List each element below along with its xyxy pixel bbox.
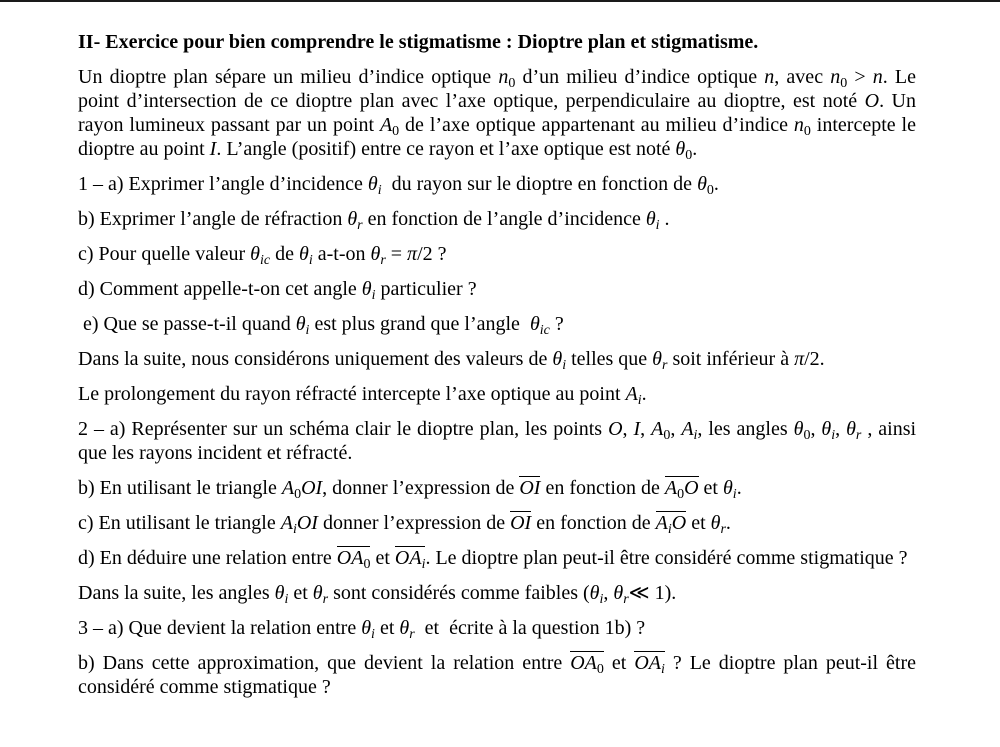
math-symbol: θ <box>589 582 600 604</box>
question-2d <box>78 546 916 570</box>
math-expression <box>846 418 862 443</box>
refracted-ray-extension-statement <box>78 382 916 406</box>
math-symbol: n <box>793 114 804 136</box>
math-symbol: θ <box>399 617 410 639</box>
math-expression <box>519 477 540 499</box>
text-run: . <box>692 138 698 160</box>
text-run: et <box>288 582 313 604</box>
text-run: > <box>847 66 873 88</box>
math-symbol: O <box>608 418 623 440</box>
math-subscript: 0 <box>596 662 604 677</box>
math-symbol: θ <box>645 208 656 230</box>
math-symbol: θ <box>846 418 856 440</box>
math-expression <box>830 66 848 91</box>
text-run: d) En déduire une relation entre <box>78 547 337 569</box>
math-expression <box>295 313 310 338</box>
math-expression <box>274 582 289 607</box>
math-subscript: r <box>662 358 668 373</box>
math-subscript: i <box>637 393 642 408</box>
text-run: . L’angle (positif) entre ce rayon et l’axe optique est noté <box>216 138 676 160</box>
question-2b <box>78 476 916 500</box>
text-run: Le prolongement du rayon réfracté intercepte l’axe optique au point <box>78 383 626 405</box>
math-symbol: n <box>872 66 883 88</box>
intro-paragraph <box>78 65 921 163</box>
math-subscript: r <box>409 627 415 642</box>
algebraic-distance-overline <box>634 651 665 677</box>
math-symbol: θ <box>370 243 381 265</box>
math-expression <box>367 173 382 198</box>
text-run: , <box>603 582 614 604</box>
text-run: . Un rayon lumineux passant par un point <box>78 90 921 136</box>
math-expression <box>394 547 426 572</box>
math-expression <box>361 278 376 303</box>
text-run: , avec <box>774 66 831 88</box>
math-subscript: i <box>371 627 375 642</box>
math-subscript: r <box>380 253 386 268</box>
math-expression <box>552 348 567 373</box>
math-expression <box>370 243 386 268</box>
math-symbol: I <box>209 138 217 160</box>
text-run: de <box>270 243 299 265</box>
math-expression <box>589 582 604 607</box>
math-expression <box>336 547 371 572</box>
math-expression <box>684 477 698 499</box>
math-symbol: π <box>407 243 418 265</box>
math-subscript: i <box>377 183 382 198</box>
math-expression <box>361 617 375 642</box>
question-3a <box>78 616 916 640</box>
text-run: = <box>385 243 408 265</box>
math-subscript: i <box>831 428 836 443</box>
text-run: Dans la suite, nous considérons uniquement des valeurs de <box>78 348 553 370</box>
math-subscript: i <box>732 487 737 502</box>
math-symbol: θ <box>793 418 804 440</box>
page-top-border <box>0 0 1000 2</box>
math-subscript: i <box>667 522 672 537</box>
math-symbol: θ <box>821 418 832 440</box>
question-2a <box>78 417 922 465</box>
math-subscript: r <box>720 522 726 537</box>
text-run: b) Dans cette approximation, que devient la relation entre <box>78 652 571 674</box>
math-symbol: θ <box>652 348 662 370</box>
text-run: d’un milieu d’indice optique <box>515 66 765 88</box>
text-run: ? <box>549 313 564 335</box>
math-symbol: θ <box>722 477 733 499</box>
math-expression <box>312 582 329 607</box>
text-run: 1 – a) Exprimer l’angle d’incidence <box>78 173 368 195</box>
text-run: et <box>698 477 723 499</box>
math-symbol: θ <box>361 278 372 300</box>
text-run: donner l’expression de <box>317 512 511 534</box>
question-2c <box>78 511 916 535</box>
math-expression <box>681 418 698 443</box>
math-subscript: 0 <box>663 428 671 443</box>
text-run: en fonction de l’angle d’incidence <box>362 208 646 230</box>
math-expression <box>301 477 322 499</box>
text-run: , <box>810 418 822 440</box>
text-run: . <box>736 477 742 499</box>
text-run: intercepte le dioptre au point <box>78 114 921 160</box>
question-1b <box>78 207 916 231</box>
math-subscript: 0 <box>803 428 811 443</box>
math-subscript: 0 <box>508 76 516 91</box>
small-angle-assumption <box>78 581 916 605</box>
math-symbol: θ <box>613 582 624 604</box>
text-run: particulier ? <box>375 278 477 300</box>
text-run: 2 – a) Représenter sur un schéma clair le dioptre plan, les points <box>78 418 609 440</box>
math-expression <box>672 512 686 534</box>
math-subscript: i <box>599 592 604 607</box>
math-expression <box>281 477 302 502</box>
text-run: est plus grand que l’angle <box>309 313 530 335</box>
math-symbol: θ <box>295 313 306 335</box>
math-subscript: r <box>357 218 363 233</box>
math-symbol: A <box>681 418 694 440</box>
text-run: et <box>686 512 711 534</box>
math-symbol: A <box>625 383 638 405</box>
math-expression <box>675 138 693 163</box>
math-expression <box>664 477 685 502</box>
math-expression <box>297 512 318 534</box>
math-expression <box>710 512 726 537</box>
text-run: 3 – a) Que devient la relation entre <box>78 617 362 639</box>
text-run: . <box>659 208 670 230</box>
math-expression <box>651 418 671 443</box>
math-symbol: I <box>633 418 641 440</box>
math-expression <box>794 348 804 370</box>
math-expression <box>498 66 516 91</box>
math-symbol: θ <box>552 348 563 370</box>
math-symbol: θ <box>529 313 540 335</box>
text-run: de l’axe optique appartenant au milieu d’indice <box>399 114 794 136</box>
math-subscript: r <box>322 592 329 607</box>
math-subscript: i <box>308 253 313 268</box>
math-subscript: r <box>623 592 629 607</box>
text-run: . Le dioptre plan peut-il être considéré comme stigmatique ? <box>425 547 908 569</box>
text-run: ? Le dioptre plan peut-il être considéré comme stigmatique ? <box>78 652 922 698</box>
exercise-title: II- Exercice pour bien comprendre le stigmatisme : Dioptre plan et stigmatisme. <box>78 31 759 53</box>
math-expression <box>645 208 660 233</box>
math-expression <box>608 418 622 440</box>
text-run: . <box>725 512 731 534</box>
text-run: /2. <box>804 348 825 370</box>
text-run: en fonction de <box>531 512 656 534</box>
math-expression <box>250 243 271 268</box>
algebraic-distance-overline <box>510 511 531 534</box>
math-subscript: 0 <box>392 124 400 139</box>
math-subscript: r <box>855 428 862 443</box>
math-symbol: θ <box>250 243 260 265</box>
text-run: , <box>670 418 682 440</box>
math-subscript: 0 <box>294 487 302 502</box>
text-run: , les angles <box>697 418 794 440</box>
math-subscript: 0 <box>840 76 848 91</box>
algebraic-distance-overline <box>336 546 371 572</box>
text-run: ≪ 1). <box>628 582 677 604</box>
math-expression <box>407 243 417 265</box>
math-expression <box>613 582 629 607</box>
math-symbol: OI <box>510 512 532 534</box>
math-subscript: 0 <box>685 148 693 163</box>
math-symbol: O <box>671 512 687 534</box>
math-symbol: θ <box>299 243 309 265</box>
text-run: , <box>622 418 634 440</box>
text-run: en fonction de <box>540 477 665 499</box>
math-expression <box>299 243 313 268</box>
math-symbol: n <box>764 66 775 88</box>
math-symbol: A <box>651 418 664 440</box>
math-expression <box>652 348 668 373</box>
math-expression <box>570 652 604 677</box>
math-expression <box>764 66 774 88</box>
text-run: et <box>370 547 395 569</box>
math-subscript: i <box>284 592 289 607</box>
math-symbol: OA <box>336 547 364 569</box>
math-expression <box>821 418 836 443</box>
math-subscript: i <box>562 358 567 373</box>
text-run: b) Exprimer l’angle de réfraction <box>78 208 348 230</box>
math-symbol: O <box>864 90 880 112</box>
math-symbol: θ <box>710 512 721 534</box>
math-expression <box>510 512 531 534</box>
text-run: et <box>603 652 635 674</box>
question-1c <box>78 242 916 266</box>
question-3b <box>78 651 922 699</box>
algebraic-distance-overline <box>570 651 604 677</box>
math-symbol: θ <box>367 173 378 195</box>
algebraic-distance-overline <box>519 476 540 499</box>
math-symbol: θ <box>697 173 707 195</box>
text-run: sont considérés comme faibles ( <box>328 582 590 604</box>
algebraic-distance-overline <box>655 511 687 537</box>
math-expression <box>793 418 811 443</box>
text-run: c) En utilisant le triangle <box>78 512 281 534</box>
math-symbol: OA <box>394 547 422 569</box>
math-symbol: θ <box>675 138 686 160</box>
text-run: b) En utilisant le triangle <box>78 477 282 499</box>
math-symbol: A <box>664 477 678 499</box>
algebraic-distance-overline <box>394 546 426 572</box>
text-run: , <box>835 418 847 440</box>
text-run: soit inférieur à <box>667 348 795 370</box>
math-subscript: i <box>660 662 665 677</box>
math-symbol: OI <box>519 477 541 499</box>
text-run: Dans la suite, les angles <box>78 582 275 604</box>
assumption-refraction-angle <box>78 347 916 371</box>
text-run: a-t-on <box>312 243 371 265</box>
question-1a <box>78 172 916 196</box>
math-expression <box>280 512 297 537</box>
text-run: /2 ? <box>417 243 447 265</box>
question-1d <box>78 277 916 301</box>
math-subscript: ic <box>539 323 550 338</box>
math-symbol: θ <box>312 582 323 604</box>
math-expression <box>379 114 400 139</box>
text-run: . <box>713 173 719 195</box>
math-expression <box>634 652 665 677</box>
math-subscript: 0 <box>677 487 685 502</box>
text-run: telles que <box>566 348 653 370</box>
math-symbol: OA <box>634 652 661 674</box>
math-expression <box>529 313 550 338</box>
math-symbol: n <box>830 66 841 88</box>
math-subscript: i <box>655 218 660 233</box>
math-expression <box>655 512 672 537</box>
math-subscript: 0 <box>706 183 714 198</box>
math-subscript: i <box>371 288 376 303</box>
text-run: d) Comment appelle-t-on cet angle <box>78 278 362 300</box>
text-run: et écrite à la question 1b) ? <box>414 617 646 639</box>
math-symbol: OI <box>296 512 318 534</box>
text-run: , ainsi que les rayons incident et réfracté. <box>78 418 922 464</box>
math-subscript: i <box>292 522 297 537</box>
math-subscript: 0 <box>803 124 811 139</box>
math-symbol: O <box>684 477 699 499</box>
text-run: , donner l’expression de <box>322 477 520 499</box>
math-symbol: π <box>794 348 805 370</box>
math-expression <box>399 617 415 642</box>
exercise-document <box>78 30 922 710</box>
math-expression <box>873 66 883 88</box>
text-run: c) Pour quelle valeur <box>78 243 251 265</box>
math-subscript: i <box>693 428 698 443</box>
math-symbol: OA <box>570 652 597 674</box>
math-symbol: θ <box>274 582 285 604</box>
math-symbol: A <box>655 512 668 534</box>
math-subscript: i <box>305 323 310 338</box>
text-run: . <box>641 383 647 405</box>
text-run: du rayon sur le dioptre en fonction de <box>381 173 698 195</box>
math-expression <box>865 90 879 112</box>
math-expression <box>625 383 642 408</box>
math-expression <box>793 114 811 139</box>
math-expression <box>347 208 363 233</box>
math-subscript: 0 <box>363 557 371 572</box>
text-run: e) Que se passe-t-il quand <box>78 313 296 335</box>
question-1e <box>78 312 916 336</box>
math-symbol: θ <box>347 208 358 230</box>
math-symbol: n <box>498 66 509 88</box>
math-expression <box>697 173 714 198</box>
math-symbol: A <box>379 114 393 136</box>
math-subscript: i <box>421 557 426 572</box>
math-symbol: A <box>280 512 293 534</box>
math-symbol: OI <box>301 477 323 499</box>
math-symbol: θ <box>361 617 372 639</box>
text-run: Un dioptre plan sépare un milieu d’indice optique <box>78 66 499 88</box>
text-run: . Le point d’intersection de ce dioptre plan avec l’axe optique, perpendiculaire au dioptre, est noté <box>78 66 921 112</box>
math-symbol: A <box>281 477 295 499</box>
math-expression <box>722 477 737 502</box>
math-subscript: ic <box>260 253 271 268</box>
algebraic-distance-overline <box>664 476 699 502</box>
text-run: , <box>640 418 652 440</box>
text-run: et <box>374 617 400 639</box>
